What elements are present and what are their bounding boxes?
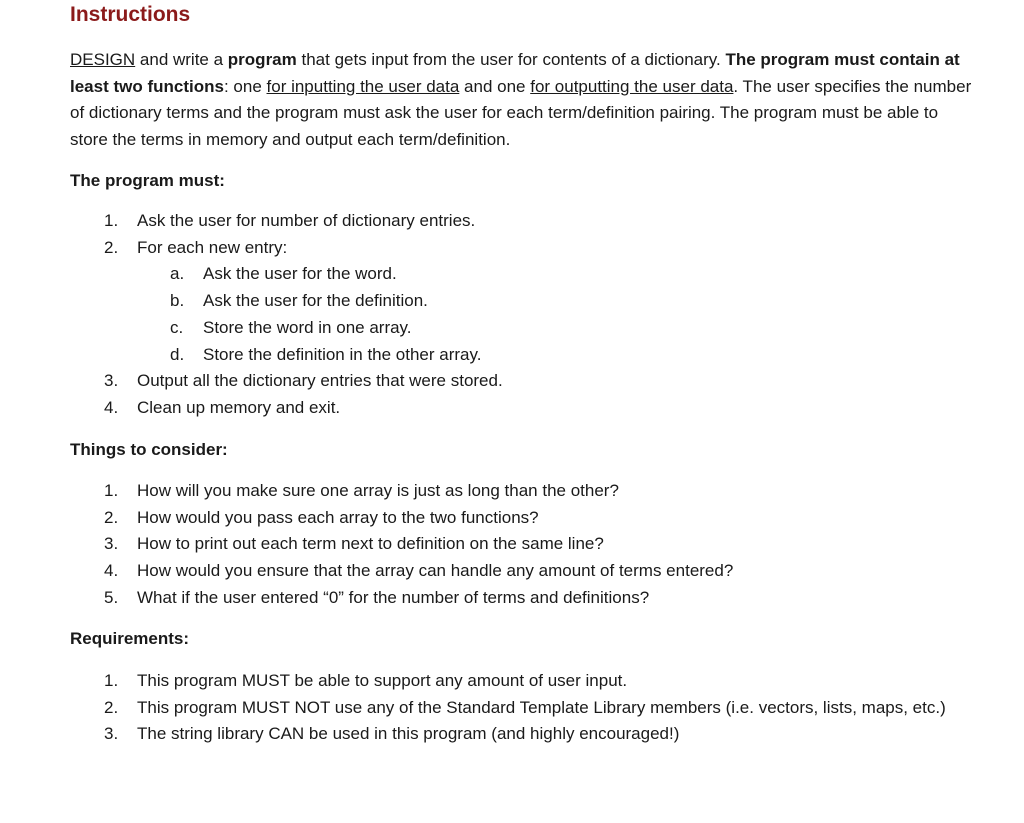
list-letter: a. [170, 264, 185, 284]
sub-list-item [70, 342, 980, 369]
list-text: How would you ensure that the array can handle any amount of terms entered? [137, 561, 734, 581]
list-text: How would you pass each array to the two functions? [137, 507, 539, 527]
outputting-phrase: for outputting the user data [530, 76, 734, 96]
list-item [70, 585, 980, 612]
list-item [70, 721, 980, 748]
list-text: Store the word in one array. [203, 317, 412, 337]
list-letter: d. [170, 344, 185, 364]
intro-text-5: . The user specifies the number of dictionary terms and the program must ask the user for each term/definition pairing. The program must be able to store the terms in memory and output each term/definition. [70, 76, 972, 149]
list-number: 3. [104, 724, 119, 744]
list-number: 1. [104, 671, 119, 690]
list-text: Clean up memory and exit. [137, 397, 341, 417]
list-text: How to print out each term next to definition on the same line? [137, 534, 604, 554]
list-item [70, 695, 980, 722]
page-title: Instructions [70, 3, 191, 26]
list-text: Ask the user for the definition. [203, 291, 428, 311]
requirements-list [70, 668, 980, 748]
program-word: program [227, 50, 297, 69]
list-number: 3. [104, 371, 119, 391]
list-text: The string library CAN be used in this program (and highly encouraged!) [137, 724, 680, 744]
consider-heading: Things to consider: [70, 440, 228, 459]
list-text: This program MUST be able to support any amount of user input. [137, 671, 628, 690]
list-number: 2. [104, 507, 119, 527]
list-item [70, 395, 980, 422]
list-item [70, 478, 980, 505]
list-letter: c. [170, 317, 184, 337]
list-item [70, 235, 980, 262]
list-number: 4. [104, 397, 119, 417]
list-text: For each new entry: [137, 237, 288, 257]
sub-list-item [70, 315, 980, 342]
list-number: 2. [104, 237, 119, 257]
sub-list-item [70, 288, 980, 315]
list-item [70, 505, 980, 532]
list-text: What if the user entered “0” for the number of terms and definitions? [137, 587, 650, 607]
must-contain-bold: The program must contain at least two functions [70, 50, 960, 96]
program-must-heading: The program must: [70, 171, 225, 190]
design-word: DESIGN [70, 50, 136, 69]
intro-paragraph [70, 47, 980, 153]
list-number: 5. [104, 587, 119, 607]
list-letter: b. [170, 291, 185, 311]
list-item [70, 208, 980, 235]
list-text: How will you make sure one array is just as long than the other? [137, 481, 619, 500]
program-must-list [70, 208, 980, 422]
list-number: 3. [104, 534, 119, 554]
intro-text-4: and one [459, 76, 531, 96]
list-number: 1. [104, 481, 119, 500]
intro-text-1: and write a [135, 50, 228, 69]
sub-list-item [70, 261, 980, 288]
list-number: 2. [104, 697, 119, 717]
list-number: 1. [104, 211, 119, 230]
list-item [70, 668, 980, 695]
list-item [70, 531, 980, 558]
intro-text-2: that gets input from the user for contents of a dictionary. [296, 50, 726, 69]
list-text: Store the definition in the other array. [203, 344, 482, 364]
list-text: Output all the dictionary entries that were stored. [137, 371, 503, 391]
inputting-phrase: for inputting the user data [266, 76, 460, 96]
requirements-heading: Requirements: [70, 629, 190, 648]
list-number: 4. [104, 561, 119, 581]
list-item [70, 558, 980, 585]
list-text: This program MUST NOT use any of the Standard Template Library members (i.e. vectors, lists, maps, etc.) [137, 697, 946, 717]
list-text: Ask the user for the word. [203, 264, 397, 284]
list-item [70, 368, 980, 395]
list-text: Ask the user for number of dictionary entries. [137, 211, 476, 230]
intro-text-3: : one [223, 76, 267, 96]
consider-list [70, 478, 980, 612]
